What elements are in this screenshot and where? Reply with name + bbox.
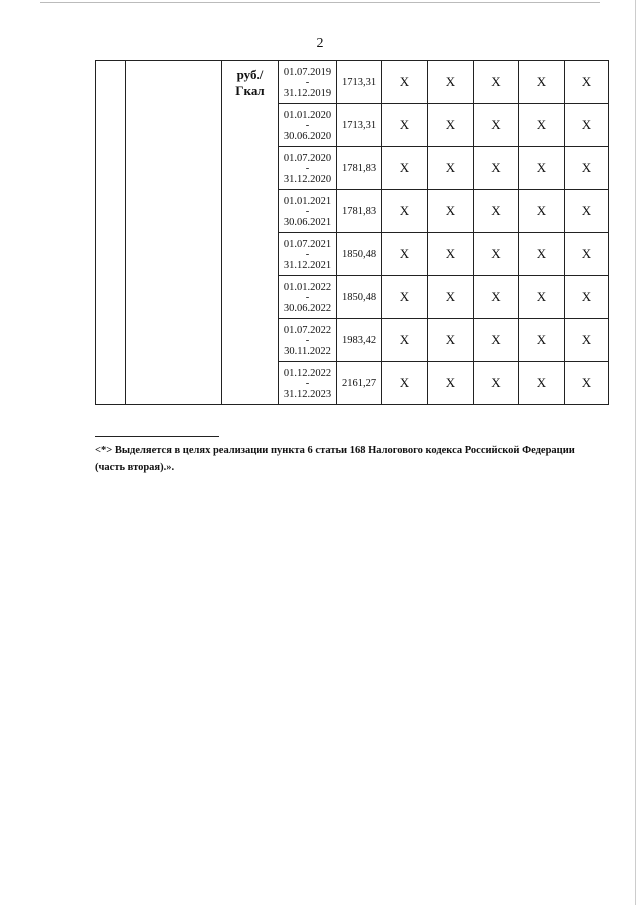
x-mark-cell: X bbox=[519, 276, 565, 319]
period-cell bbox=[279, 362, 337, 405]
tariff-value-cell: 1713,31 bbox=[337, 61, 382, 104]
x-mark-cell: X bbox=[565, 104, 609, 147]
tariff-value-cell: 1850,48 bbox=[337, 233, 382, 276]
page-number: 2 bbox=[316, 36, 324, 51]
period-sep: - bbox=[305, 120, 310, 131]
x-mark-cell: X bbox=[428, 190, 474, 233]
period-cell bbox=[279, 233, 337, 276]
period-sep: - bbox=[305, 77, 310, 88]
period-end: 31.12.2020 bbox=[283, 174, 332, 185]
x-mark-cell: X bbox=[565, 190, 609, 233]
period-sep: - bbox=[305, 378, 310, 389]
footnote-rule bbox=[95, 436, 219, 437]
period-cell bbox=[279, 104, 337, 147]
x-mark-cell: X bbox=[382, 362, 428, 405]
period-sep: - bbox=[305, 249, 310, 260]
period-start: 01.07.2021 bbox=[283, 239, 332, 250]
x-mark-cell: X bbox=[519, 190, 565, 233]
period-cell bbox=[279, 147, 337, 190]
x-mark-cell: X bbox=[382, 233, 428, 276]
period-start: 01.01.2020 bbox=[283, 110, 332, 121]
period-sep: - bbox=[305, 335, 310, 346]
x-mark-cell: X bbox=[519, 61, 565, 104]
period-cell bbox=[279, 276, 337, 319]
period-end: 30.06.2022 bbox=[283, 303, 332, 314]
tariff-value-cell: 1781,83 bbox=[337, 190, 382, 233]
period-end: 31.12.2023 bbox=[283, 389, 332, 400]
x-mark-cell: X bbox=[382, 104, 428, 147]
x-mark-cell: X bbox=[519, 147, 565, 190]
tariff-value-cell: 1983,42 bbox=[337, 319, 382, 362]
empty-number-cell bbox=[96, 61, 126, 405]
period-cell bbox=[279, 319, 337, 362]
x-mark-cell: X bbox=[565, 319, 609, 362]
tariff-table bbox=[95, 60, 609, 405]
x-mark-cell: X bbox=[519, 233, 565, 276]
tariff-value-cell: 1713,31 bbox=[337, 104, 382, 147]
x-mark-cell: X bbox=[474, 233, 519, 276]
x-mark-cell: X bbox=[474, 104, 519, 147]
tariff-value-cell: 1850,48 bbox=[337, 276, 382, 319]
unit-cell: руб./Гкал bbox=[222, 61, 279, 405]
scan-top-edge bbox=[40, 2, 600, 3]
x-mark-cell: X bbox=[428, 319, 474, 362]
x-mark-cell: X bbox=[565, 147, 609, 190]
x-mark-cell: X bbox=[519, 319, 565, 362]
x-mark-cell: X bbox=[382, 147, 428, 190]
scan-right-edge bbox=[635, 0, 636, 905]
x-mark-cell: X bbox=[565, 276, 609, 319]
period-start: 01.01.2022 bbox=[283, 282, 332, 293]
period-end: 31.12.2019 bbox=[283, 88, 332, 99]
period-start: 01.07.2019 bbox=[283, 67, 332, 78]
period-end: 31.12.2021 bbox=[283, 260, 332, 271]
period-sep: - bbox=[305, 206, 310, 217]
period-cell bbox=[279, 61, 337, 104]
period-start: 01.01.2021 bbox=[283, 196, 332, 207]
period-end: 30.11.2022 bbox=[284, 346, 331, 357]
period-start: 01.07.2022 bbox=[283, 325, 332, 336]
x-mark-cell: X bbox=[519, 362, 565, 405]
footnote-text: <*> Выделяется в целях реализации пункта 6 статьи 168 Налогового кодекса Российской Федерации (часть вторая).». bbox=[95, 445, 575, 473]
period-start: 01.12.2022 bbox=[283, 368, 332, 379]
x-mark-cell: X bbox=[565, 362, 609, 405]
x-mark-cell: X bbox=[428, 276, 474, 319]
x-mark-cell: X bbox=[474, 319, 519, 362]
x-mark-cell: X bbox=[382, 276, 428, 319]
period-start: 01.07.2020 bbox=[283, 153, 332, 164]
period-end: 30.06.2020 bbox=[283, 131, 332, 142]
empty-name-cell bbox=[126, 61, 222, 405]
x-mark-cell: X bbox=[428, 147, 474, 190]
x-mark-cell: X bbox=[474, 190, 519, 233]
x-mark-cell: X bbox=[474, 362, 519, 405]
period-end: 30.06.2021 bbox=[283, 217, 332, 228]
x-mark-cell: X bbox=[428, 233, 474, 276]
x-mark-cell: X bbox=[474, 147, 519, 190]
table-row bbox=[96, 61, 609, 104]
x-mark-cell: X bbox=[565, 61, 609, 104]
x-mark-cell: X bbox=[382, 319, 428, 362]
x-mark-cell: X bbox=[382, 61, 428, 104]
period-sep: - bbox=[305, 292, 310, 303]
x-mark-cell: X bbox=[519, 104, 565, 147]
period-cell bbox=[279, 190, 337, 233]
x-mark-cell: X bbox=[428, 61, 474, 104]
tariff-table-body bbox=[96, 61, 609, 405]
x-mark-cell: X bbox=[428, 362, 474, 405]
x-mark-cell: X bbox=[428, 104, 474, 147]
x-mark-cell: X bbox=[565, 233, 609, 276]
tariff-value-cell: 1781,83 bbox=[337, 147, 382, 190]
tariff-value-cell: 2161,27 bbox=[337, 362, 382, 405]
x-mark-cell: X bbox=[382, 190, 428, 233]
period-sep: - bbox=[305, 163, 310, 174]
x-mark-cell: X bbox=[474, 276, 519, 319]
x-mark-cell: X bbox=[474, 61, 519, 104]
